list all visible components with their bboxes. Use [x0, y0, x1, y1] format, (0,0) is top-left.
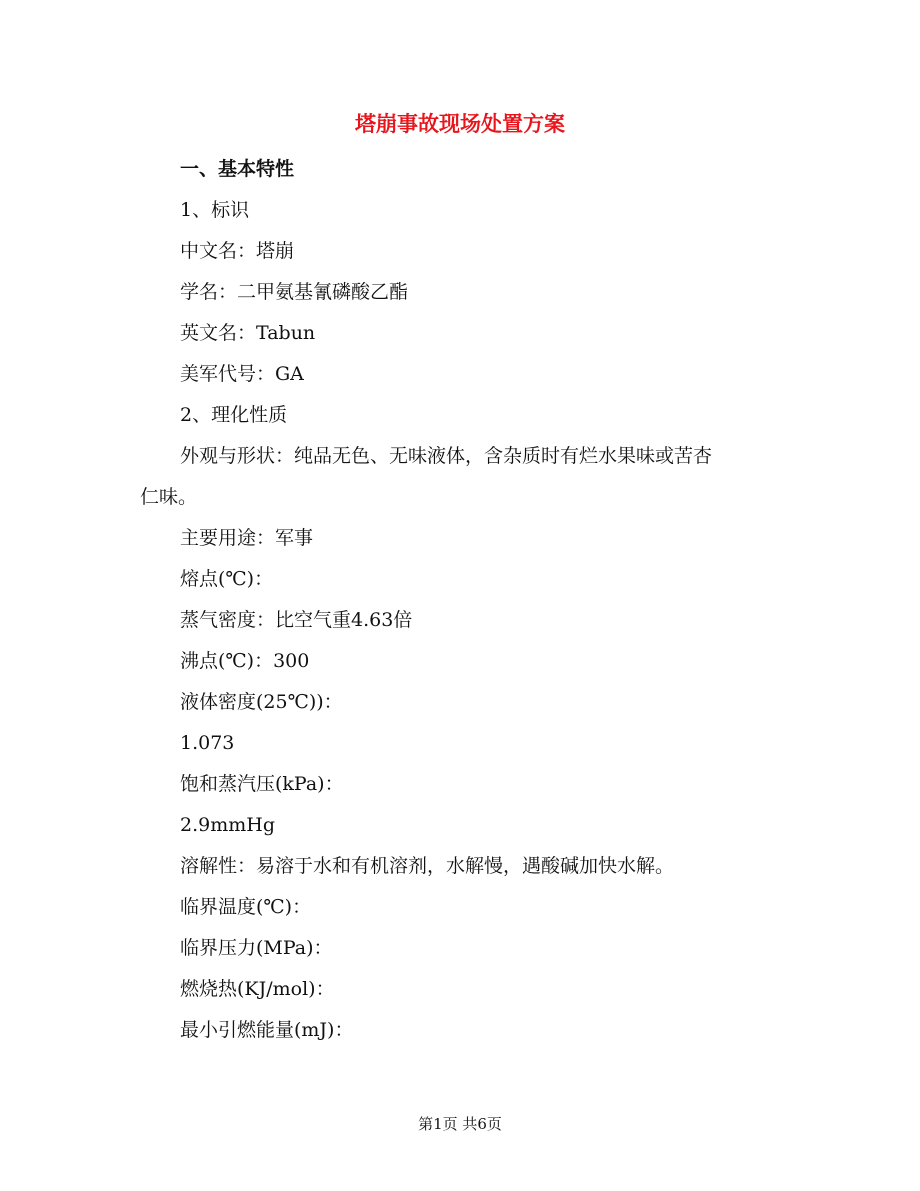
saturated-vapor-pressure-value: 2.9mmHg [180, 814, 275, 836]
critical-temperature-line: 临界温度(℃)： [180, 896, 312, 918]
combustion-heat-line: 燃烧热(KJ/mol)： [180, 978, 335, 1000]
saturated-vapor-pressure-line: 饱和蒸汽压(kPa)： [180, 773, 344, 795]
liquid-density-value: 1.073 [180, 732, 235, 754]
critical-pressure-line: 临界压力(MPa)： [180, 937, 333, 959]
melting-point-line: 熔点(℃)： [180, 568, 274, 590]
subheading-properties: 2、理化性质 [180, 404, 288, 426]
appearance-line: 外观与形状：纯品无色、无味液体，含杂质时有烂水果味或苦杏 [180, 445, 713, 467]
min-ignition-energy-line: 最小引燃能量(mJ)： [180, 1019, 354, 1041]
usage-line: 主要用途：军事 [180, 527, 314, 549]
appearance-line-continued: 仁味。 [140, 486, 198, 508]
page-footer: 第1页 共6页 [418, 1115, 502, 1133]
english-name-line: 英文名：Tabun [180, 322, 316, 344]
us-military-code-line: 美军代号：GA [180, 363, 304, 385]
vapor-density-line: 蒸气密度：比空气重4.63倍 [180, 609, 413, 631]
document-title: 塔崩事故现场处置方案 [355, 111, 565, 136]
subheading-identification: 1、标识 [180, 199, 250, 221]
boiling-point-line: 沸点(℃)：300 [180, 650, 310, 672]
chinese-name-line: 中文名：塔崩 [180, 240, 295, 262]
liquid-density-line: 液体密度(25℃))： [180, 691, 343, 713]
solubility-line: 溶解性：易溶于水和有机溶剂，水解慢，遇酸碱加快水解。 [180, 855, 675, 877]
scientific-name-line: 学名：二甲氨基氰磷酸乙酯 [180, 281, 409, 303]
section-heading: 一、基本特性 [180, 158, 295, 180]
